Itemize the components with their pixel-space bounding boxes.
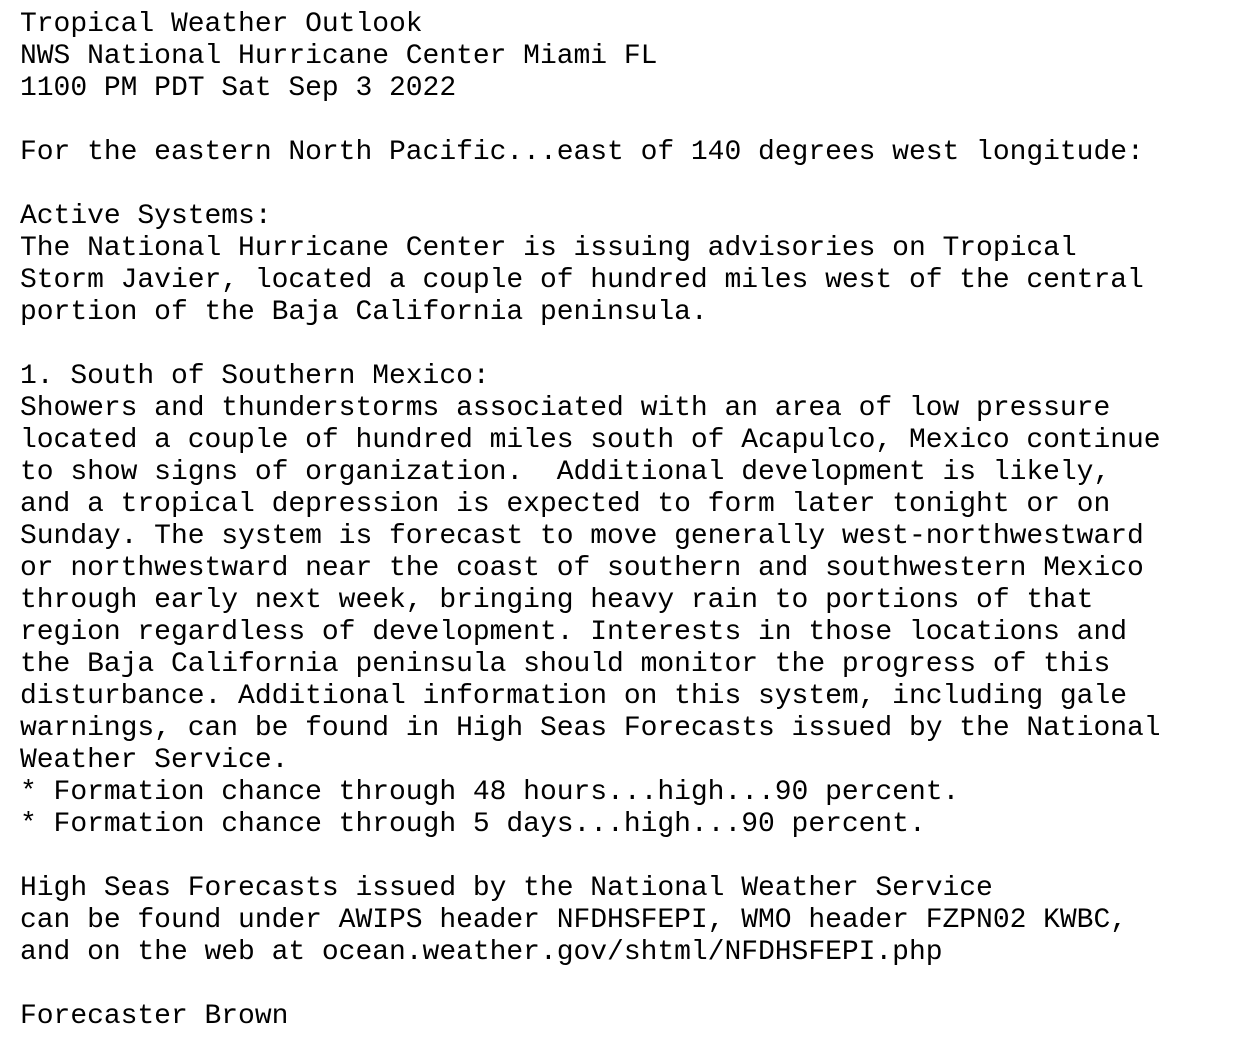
formation-chance-5d: * Formation chance through 5 days...high...90 percent. [20, 809, 926, 840]
disturbance-line: Weather Service. [20, 745, 289, 776]
blank-line [20, 969, 1240, 1001]
issue-time: 1100 PM PDT Sat Sep 3 2022 [20, 73, 457, 104]
active-systems-line: portion of the Baja California peninsula. [20, 297, 708, 328]
blank-line [20, 841, 1240, 873]
header-block [20, 9, 1240, 105]
disturbance-heading: 1. South of Southern Mexico: [20, 361, 490, 392]
disturbance-line: Sunday. The system is forecast to move generally west-northwestward [20, 521, 1144, 552]
blank-line [20, 329, 1240, 361]
formation-chance-48h: * Formation chance through 48 hours...high...90 percent. [20, 777, 960, 808]
blank-line [20, 105, 1240, 137]
active-systems-line: Storm Javier, located a couple of hundred miles west of the central [20, 265, 1144, 296]
high-seas-section [20, 873, 1240, 969]
forecaster-signature: Forecaster Brown [20, 1001, 289, 1032]
outlook-title: Tropical Weather Outlook [20, 9, 423, 40]
active-systems-line: The National Hurricane Center is issuing advisories on Tropical [20, 233, 1077, 264]
high-seas-line: High Seas Forecasts issued by the National Weather Service [20, 873, 993, 904]
disturbance-line: or northwestward near the coast of southern and southwestern Mexico [20, 553, 1144, 584]
blank-line [20, 169, 1240, 201]
disturbance-line: to show signs of organization. Additional development is likely, [20, 457, 1111, 488]
outlook-document [20, 9, 1240, 1033]
disturbance-line: disturbance. Additional information on this system, including gale [20, 681, 1128, 712]
disturbance-line: Showers and thunderstorms associated with an area of low pressure [20, 393, 1111, 424]
disturbance-line: located a couple of hundred miles south of Acapulco, Mexico continue [20, 425, 1161, 456]
issuing-office: NWS National Hurricane Center Miami FL [20, 41, 658, 72]
disturbance-line: and a tropical depression is expected to form later tonight or on [20, 489, 1111, 520]
disturbance-section [20, 361, 1240, 841]
disturbance-line: through early next week, bringing heavy rain to portions of that [20, 585, 1094, 616]
active-systems-heading: Active Systems: [20, 201, 272, 232]
high-seas-line: can be found under AWIPS header NFDHSFEPI, WMO header FZPN02 KWBC, [20, 905, 1128, 936]
active-systems-section [20, 201, 1240, 329]
disturbance-line: warnings, can be found in High Seas Forecasts issued by the National [20, 713, 1161, 744]
high-seas-line: and on the web at ocean.weather.gov/shtml/NFDHSFEPI.php [20, 937, 943, 968]
disturbance-line: the Baja California peninsula should monitor the progress of this [20, 649, 1111, 680]
region-statement: For the eastern North Pacific...east of 140 degrees west longitude: [20, 137, 1144, 168]
disturbance-line: region regardless of development. Interests in those locations and [20, 617, 1128, 648]
